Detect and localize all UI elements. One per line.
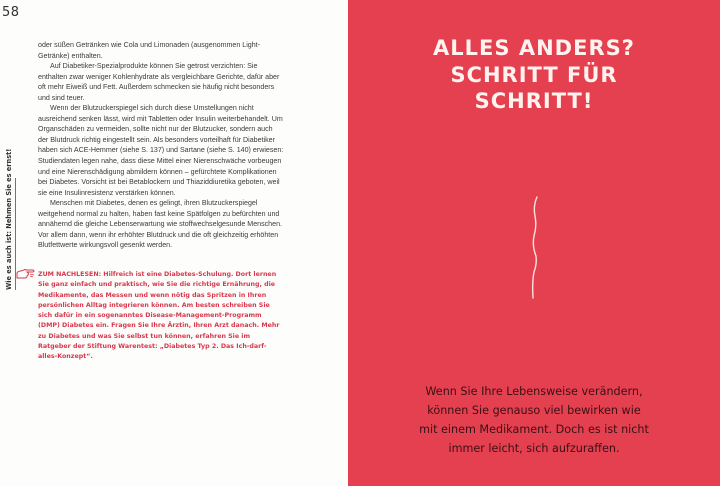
- pointing-hand-icon: [16, 268, 36, 280]
- headline-line: SCHRITT!: [474, 89, 594, 113]
- quote-line: können Sie genauso viel bewirken wie: [427, 404, 641, 417]
- chapter-side-tab: [2, 148, 16, 290]
- paragraph: Wenn der Blutzuckerspiegel sich durch diese Umstellungen nicht ausreichend senken lässt, wird mit Tabletten oder Insulin weiterbehandelt. Um Organschäden zu vermeiden, sollte nicht nur der Blutzucker, sondern auch der Blutdruck richtig eingestellt sein. Als besonders vorteilhaft für Diabetiker haben sich ACE-Hemmer (siehe S. 137) und Sartane (siehe S. 140) erwiesen: Studiendaten legen nahe, dass diese Mittel einer Nierenschwäche vorbeugen und eine Nierenschädigung abmildern können – gefürchtete Komplikationen bei Diabetes. Vorsicht ist bei Betablockern und Thiaziddiuretika geboten, weil sie eine Insulinresistenz verstärken können.: [38, 104, 284, 197]
- further-reading-callout: [38, 270, 284, 363]
- paragraph: Auf Diabetiker-Spezialprodukte können Sie getrost verzichten: Sie enthalten zwar weniger Kohlenhydrate als vergleichbare Gerichte, dafür aber oft mehr Eiweiß und Fett. Außerdem schmecken sie häufig nicht besonders und sind teuer.: [38, 62, 280, 102]
- headline-line: ALLES ANDERS?: [433, 36, 635, 60]
- left-page: [0, 0, 348, 486]
- pull-quote: [348, 382, 720, 458]
- headline: [348, 35, 720, 115]
- quote-line: Wenn Sie Ihre Lebensweise verändern,: [425, 385, 643, 398]
- page-number: 58: [2, 5, 20, 20]
- quote-line: mit einem Medikament. Doch es ist nicht: [419, 423, 649, 436]
- paragraph: Menschen mit Diabetes, denen es gelingt, ihren Blutzuckerspiegel weitgehend normal zu halten, haben fast keine Spätfolgen zu befürchten und annähernd die gleiche Lebenserwartung wie stoffwechselgesunde Menschen. Vor allem dann, wenn ihr erhöhter Blutdruck und die oft gleichzeitig erhöhten Blutfettwerte wirkungsvoll gesenkt werden.: [38, 199, 282, 250]
- body-text: [38, 40, 284, 251]
- quote-line: immer leicht, sich aufzuraffen.: [448, 442, 620, 455]
- paragraph: oder süßen Getränken wie Cola und Limonaden (ausgenommen Light-Getränke) enthalten.: [38, 41, 261, 60]
- headline-line: SCHRITT FÜR: [450, 62, 618, 87]
- chapter-side-tab-label: Wie es auch ist: Nehmen Sie es ernst!: [5, 148, 13, 290]
- wavy-line-decoration: [524, 194, 544, 302]
- right-page: [348, 0, 720, 486]
- callout-text: ZUM NACHLESEN: Hilfreich ist eine Diabetes-Schulung. Dort lernen Sie ganz einfach und praktisch, wie Sie die richtige Ernährung, die Medikamente, das Messen und wenn nötig das Spritzen in Ihren persönlichen Alltag integrieren können. Am besten schreiben Sie sich dafür in ein sogenanntes Disease-Management-Programm (DMP) Diabetes ein. Fragen Sie Ihre Ärztin, Ihren Arzt danach. Mehr zu Diabetes und was Sie selbst tun können, erfahren Sie im Ratgeber der Stiftung Warentest: „Diabetes Typ 2. Das Ich-darf-alles-Konzept“.: [38, 271, 280, 361]
